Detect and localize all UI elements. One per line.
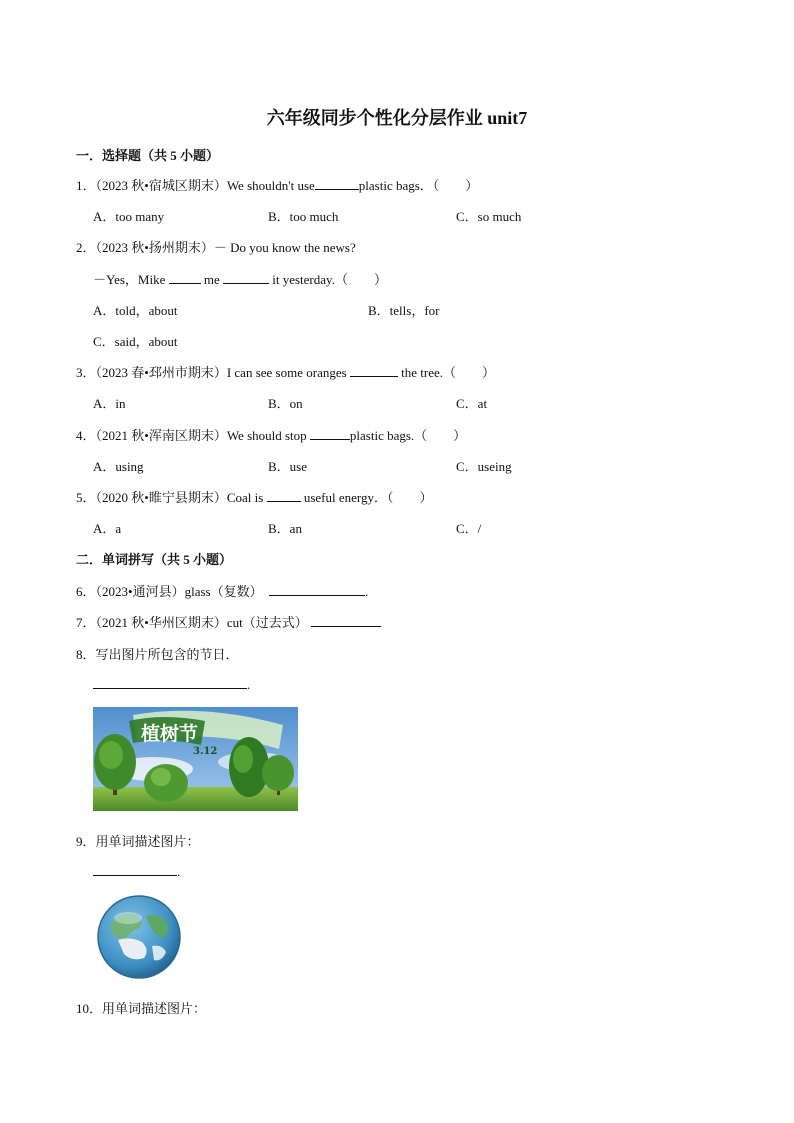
question-10: 10．用单词描述图片： <box>76 1001 207 1016</box>
question-7: 7．（2021 秋•华州区期末）cut（过去式） <box>76 612 381 631</box>
answer-blank[interactable] <box>169 271 201 284</box>
answer-blank[interactable] <box>93 863 177 876</box>
question-3: 3．（2023 春•邳州市期末）I can see some oranges the tree.（ ） <box>76 365 496 380</box>
festival-name-text: 植树节 <box>141 723 199 745</box>
option-a[interactable]: A．a <box>93 521 122 536</box>
option-c[interactable]: C．at <box>456 396 488 411</box>
tree-planting-day-picture <box>93 707 298 811</box>
answer-blank[interactable] <box>93 676 247 689</box>
answer-blank[interactable] <box>310 427 350 440</box>
earth-globe-icon <box>96 894 182 980</box>
option-c[interactable]: C．useing <box>456 459 512 474</box>
option-a[interactable]: A．too many <box>93 209 165 224</box>
question-8-answer-line: . <box>93 676 250 693</box>
question-5: 5．（2020 秋•睢宁县期末）Coal is useful energy．（ ） <box>76 490 433 505</box>
answer-blank[interactable] <box>267 489 301 502</box>
option-a[interactable]: A．using <box>93 459 144 474</box>
question-1: 1．（2023 秋•宿城区期末）We shouldn't use plastic bags．（ ） <box>76 178 479 193</box>
question-9: 9．用单词描述图片： <box>76 834 200 849</box>
question-6: 6．（2023•通河县）glass（复数） . <box>76 584 369 599</box>
answer-blank[interactable] <box>350 364 398 377</box>
option-a[interactable]: A．told，about <box>93 303 178 318</box>
question-4: 4．（2021 秋•浑南区期末）We should stop plastic bags.（ ） <box>76 428 467 443</box>
section-heading-choice: 一．选择题（共 5 小题） <box>76 148 220 163</box>
option-c[interactable]: C．so much <box>456 209 522 224</box>
option-b[interactable]: B．tells，for <box>368 303 440 318</box>
question-2-line-2: －Yes，Mike me it yesterday.（ ） <box>93 272 387 287</box>
answer-blank[interactable] <box>223 271 269 284</box>
page-title: 六年级同步个性化分层作业 unit7 <box>266 108 528 128</box>
question-2: 2．（2023 秋•扬州期末）－ Do you know the news? <box>76 240 356 255</box>
option-b[interactable]: B．too much <box>268 209 339 224</box>
question-9-answer-line: . <box>93 863 180 880</box>
option-c[interactable]: C．said，about <box>93 334 178 349</box>
earth-image <box>96 894 182 980</box>
option-c[interactable]: C．/ <box>456 521 482 536</box>
option-b[interactable]: B．on <box>268 396 303 411</box>
question-8: 8．写出图片所包含的节日． <box>76 647 239 662</box>
option-b[interactable]: B．use <box>268 459 308 474</box>
section-heading-spelling: 二．单词拼写（共 5 小题） <box>76 552 233 567</box>
answer-blank[interactable] <box>311 614 381 627</box>
festival-date-text: 3.12 <box>193 746 218 757</box>
tree-planting-day-image <box>93 707 298 811</box>
option-a[interactable]: A．in <box>93 396 126 411</box>
answer-blank[interactable] <box>315 177 359 190</box>
answer-blank[interactable] <box>269 583 365 596</box>
option-b[interactable]: B．an <box>268 521 302 536</box>
